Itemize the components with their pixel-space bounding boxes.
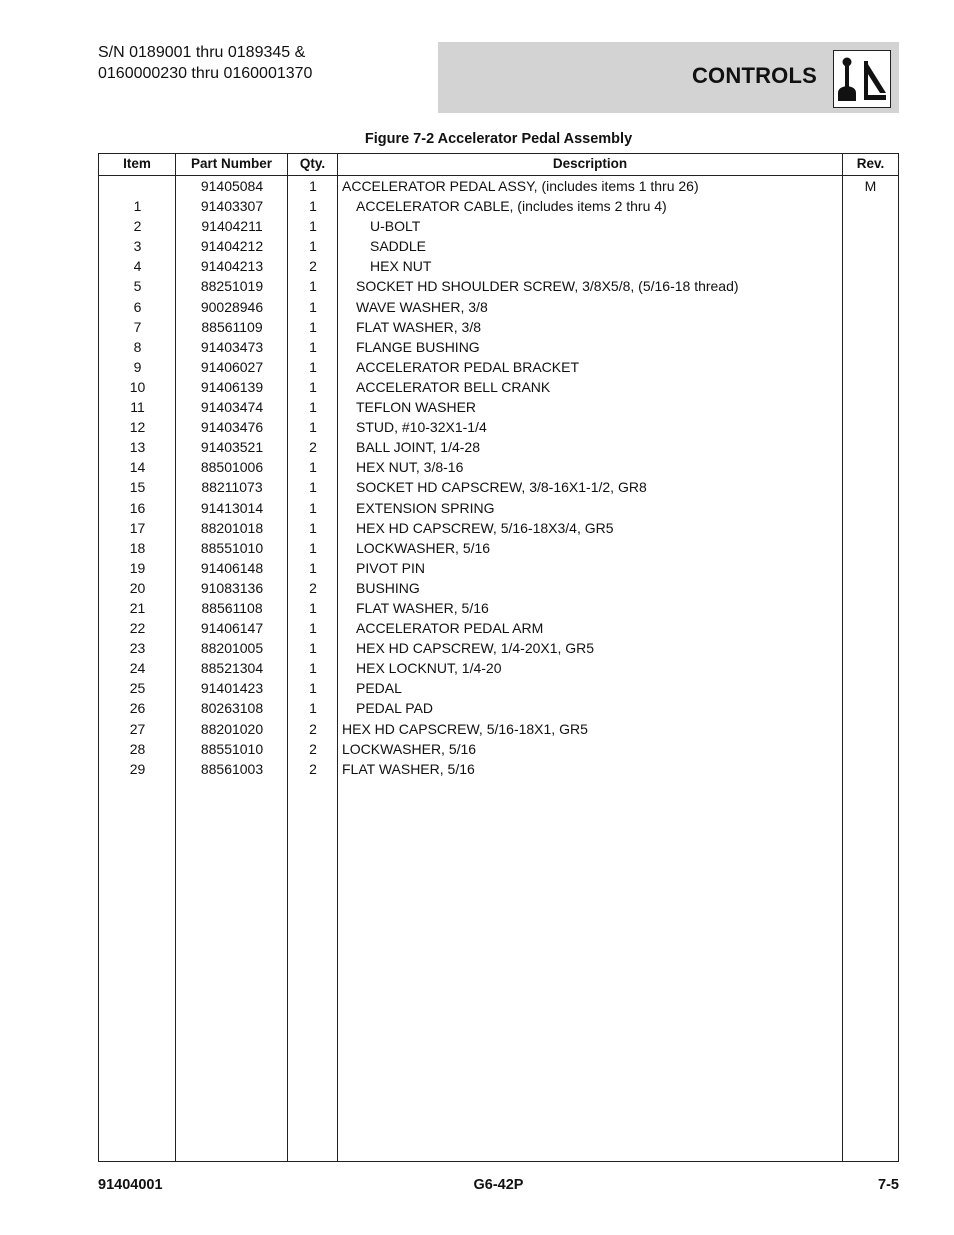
part-number-cell: 91403521 (200, 439, 264, 456)
description-cell: ACCELERATOR BELL CRANK (356, 378, 551, 395)
parts-table (98, 153, 899, 1162)
qty-cell: 1 (309, 620, 317, 637)
section-title: CONTROLS (691, 63, 817, 88)
description-cell: FLAT WASHER, 3/8 (356, 318, 481, 335)
description-cell: ACCELERATOR PEDAL BRACKET (356, 358, 580, 375)
table-row (99, 659, 898, 679)
table-row (99, 177, 898, 197)
table-row (99, 599, 898, 619)
item-cell: 23 (129, 640, 146, 657)
item-cell: 14 (129, 459, 146, 476)
item-cell: 4 (133, 258, 142, 275)
part-number-cell: 88501006 (200, 459, 264, 476)
description-cell: TEFLON WASHER (356, 399, 477, 416)
qty-cell: 2 (309, 439, 317, 456)
qty-cell: 2 (309, 258, 317, 275)
qty-cell: 2 (309, 579, 317, 596)
part-number-cell: 91413014 (200, 499, 264, 516)
description-cell: FLAT WASHER, 5/16 (342, 760, 475, 777)
table-row (99, 639, 898, 659)
item-cell: 3 (133, 238, 142, 255)
description-cell: PEDAL (356, 680, 402, 697)
table-row (99, 699, 898, 719)
qty-cell: 2 (309, 720, 317, 737)
qty-cell: 1 (309, 298, 317, 315)
table-row (99, 338, 898, 358)
part-number-cell: 91403474 (200, 399, 264, 416)
description-cell: LOCKWASHER, 5/16 (356, 539, 491, 556)
column-header-description: Description (552, 156, 628, 171)
description-cell: HEX HD CAPSCREW, 1/4-20X1, GR5 (356, 640, 595, 657)
part-number-cell: 88251019 (200, 278, 264, 295)
item-cell: 12 (129, 419, 146, 436)
item-cell: 5 (133, 278, 142, 295)
part-number-cell: 91083136 (200, 579, 264, 596)
qty-cell: 1 (309, 238, 317, 255)
part-number-cell: 88561109 (201, 318, 263, 335)
column-header-qty: Qty. (299, 156, 326, 171)
column-header-part-number: Part Number (190, 156, 273, 171)
item-cell: 21 (129, 599, 146, 616)
item-cell: 16 (129, 499, 146, 516)
qty-cell: 1 (309, 680, 317, 697)
description-cell: SADDLE (370, 238, 427, 255)
part-number-cell: 91404212 (200, 238, 264, 255)
footer-doc-number: 91404001 (98, 1177, 163, 1193)
part-number-cell: 91405084 (200, 178, 264, 194)
table-row (99, 197, 898, 217)
description-cell: HEX HD CAPSCREW, 5/16-18X1, GR5 (342, 720, 588, 737)
qty-cell: 1 (309, 559, 317, 576)
qty-cell: 1 (309, 178, 317, 194)
item-cell: 15 (129, 479, 146, 496)
description-cell: HEX HD CAPSCREW, 5/16-18X3/4, GR5 (356, 519, 614, 536)
part-number-cell: 91403473 (200, 338, 264, 355)
description-cell: SOCKET HD SHOULDER SCREW, 3/8X5/8, (5/16-18 thread) (356, 278, 739, 295)
part-number-cell: 88561003 (200, 760, 264, 777)
figure-title: Figure 7-2 Accelerator Pedal Assembly (364, 131, 633, 147)
part-number-cell: 91403307 (200, 198, 264, 215)
table-row (99, 740, 898, 760)
item-cell: 19 (129, 559, 146, 576)
table-row (99, 559, 898, 579)
item-cell: 9 (133, 358, 142, 375)
qty-cell: 1 (309, 660, 317, 677)
qty-cell: 1 (309, 499, 317, 516)
qty-cell: 2 (309, 740, 317, 757)
item-cell: 26 (129, 700, 146, 717)
part-number-cell: 88551010 (200, 539, 264, 556)
section-banner (438, 42, 899, 113)
header-divider (99, 175, 898, 176)
table-row (99, 679, 898, 699)
qty-cell: 1 (309, 338, 317, 355)
column-header-rev: Rev. (856, 156, 885, 171)
part-number-cell: 88551010 (200, 740, 264, 757)
table-row (99, 458, 898, 478)
qty-cell: 1 (309, 218, 317, 235)
qty-cell: 1 (309, 539, 317, 556)
description-cell: HEX NUT (370, 258, 432, 275)
table-row (99, 720, 898, 740)
qty-cell: 1 (309, 419, 317, 436)
footer-model: G6-42P (473, 1177, 524, 1193)
table-row (99, 378, 898, 398)
part-number-cell: 91406148 (200, 559, 264, 576)
description-cell: FLANGE BUSHING (356, 338, 480, 355)
item-cell: 7 (133, 318, 142, 335)
part-number-cell: 88211073 (201, 479, 263, 496)
description-cell: PEDAL PAD (356, 700, 434, 717)
item-cell: 22 (129, 620, 146, 637)
item-cell: 11 (130, 399, 145, 416)
description-cell: LOCKWASHER, 5/16 (342, 740, 477, 757)
qty-cell: 1 (309, 399, 317, 416)
description-cell: FLAT WASHER, 5/16 (356, 599, 489, 616)
table-row (99, 619, 898, 639)
item-cell: 25 (129, 680, 146, 697)
table-row (99, 438, 898, 458)
description-cell: ACCELERATOR CABLE, (includes items 2 thru 4) (356, 198, 667, 215)
part-number-cell: 90028946 (200, 298, 264, 315)
serial-line-2: 0160000230 thru 0160001370 (98, 65, 313, 82)
description-cell: ACCELERATOR PEDAL ASSY, (includes items 1 thru 26) (342, 178, 699, 194)
part-number-cell: 91404213 (200, 258, 264, 275)
description-cell: HEX NUT, 3/8-16 (356, 459, 464, 476)
qty-cell: 1 (309, 378, 317, 395)
qty-cell: 1 (309, 700, 317, 717)
qty-cell: 1 (309, 278, 317, 295)
table-row (99, 277, 898, 297)
table-row (99, 358, 898, 378)
part-number-cell: 88201020 (200, 720, 264, 737)
qty-cell: 1 (309, 519, 317, 536)
rev-cell: M (864, 178, 877, 194)
table-row (99, 478, 898, 498)
item-cell: 29 (129, 760, 146, 777)
qty-cell: 2 (309, 760, 317, 777)
description-cell: WAVE WASHER, 3/8 (356, 298, 488, 315)
description-cell: HEX LOCKNUT, 1/4-20 (356, 660, 502, 677)
table-row (99, 539, 898, 559)
table-row (99, 318, 898, 338)
qty-cell: 1 (309, 640, 317, 657)
table-row (99, 257, 898, 277)
table-row (99, 237, 898, 257)
item-cell: 8 (133, 338, 142, 355)
part-number-cell: 80263108 (200, 700, 264, 717)
description-cell: BUSHING (356, 579, 420, 596)
description-cell: EXTENSION SPRING (356, 499, 495, 516)
joystick-pedal-icon (833, 50, 891, 108)
qty-cell: 1 (309, 358, 317, 375)
table-row (99, 398, 898, 418)
item-cell: 18 (129, 539, 146, 556)
table-row (99, 418, 898, 438)
item-cell: 24 (129, 660, 146, 677)
qty-cell: 1 (309, 479, 317, 496)
part-number-cell: 91403476 (200, 419, 264, 436)
description-cell: SOCKET HD CAPSCREW, 3/8-16X1-1/2, GR8 (356, 479, 647, 496)
qty-cell: 1 (309, 459, 317, 476)
item-cell: 27 (129, 720, 146, 737)
item-cell: 28 (129, 740, 146, 757)
serial-number-range (98, 42, 312, 84)
item-cell: 17 (129, 519, 146, 536)
table-row (99, 579, 898, 599)
part-number-cell: 91406027 (200, 358, 264, 375)
item-cell: 6 (133, 298, 142, 315)
part-number-cell: 88201018 (200, 519, 264, 536)
part-number-cell: 88561108 (201, 599, 263, 616)
table-body (99, 177, 898, 780)
description-cell: STUD, #10-32X1-1/4 (356, 419, 487, 436)
table-row (99, 217, 898, 237)
qty-cell: 1 (309, 198, 317, 215)
column-header-item: Item (123, 156, 151, 171)
qty-cell: 1 (309, 599, 317, 616)
item-cell: 1 (133, 198, 142, 215)
footer-page-number: 7-5 (878, 1177, 899, 1193)
part-number-cell: 88521304 (200, 660, 264, 677)
part-number-cell: 91406139 (200, 378, 264, 395)
description-cell: ACCELERATOR PEDAL ARM (356, 620, 544, 637)
table-row (99, 519, 898, 539)
serial-line-1: S/N 0189001 thru 0189345 & (98, 44, 306, 61)
table-row (99, 760, 898, 780)
table-row (99, 499, 898, 519)
part-number-cell: 88201005 (200, 640, 264, 657)
description-cell: PIVOT PIN (356, 559, 425, 576)
item-cell: 10 (129, 378, 146, 395)
description-cell: U-BOLT (370, 218, 421, 235)
table-row (99, 298, 898, 318)
part-number-cell: 91401423 (200, 680, 264, 697)
item-cell: 2 (133, 218, 142, 235)
part-number-cell: 91406147 (200, 620, 264, 637)
item-cell: 20 (129, 579, 146, 596)
qty-cell: 1 (309, 318, 317, 335)
item-cell: 13 (129, 439, 146, 456)
part-number-cell: 91404211 (201, 218, 263, 235)
description-cell: BALL JOINT, 1/4-28 (356, 439, 480, 456)
